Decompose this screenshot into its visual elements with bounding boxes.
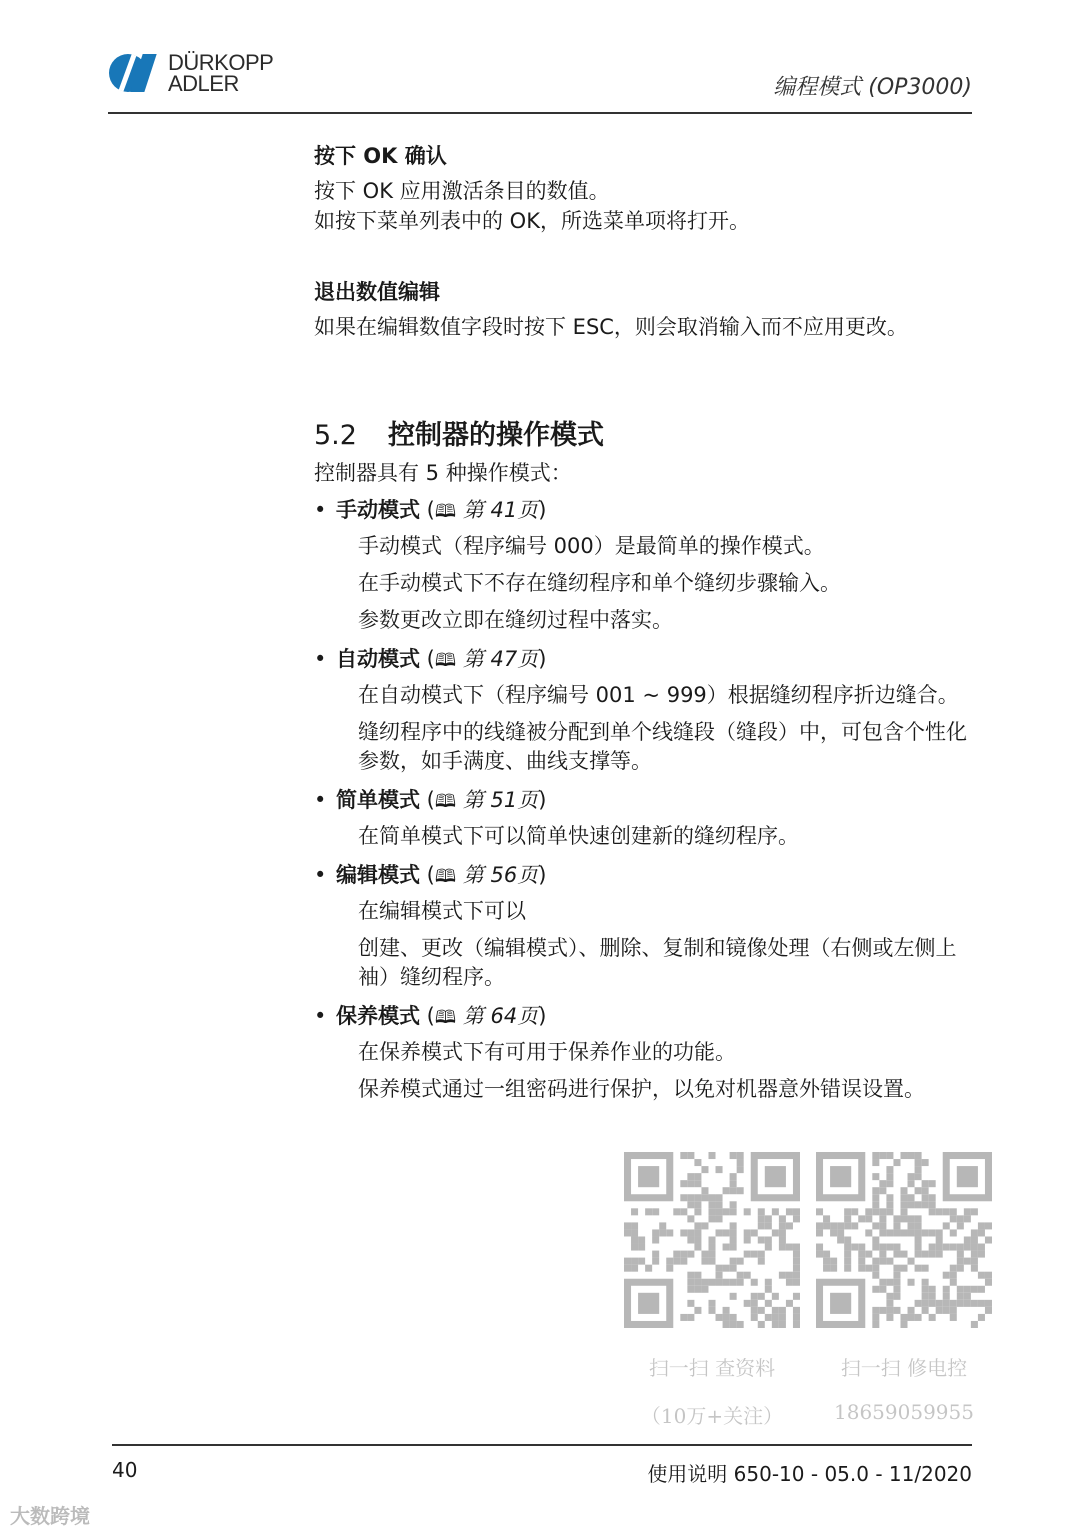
open-book-icon: 🕮 [434, 1007, 457, 1028]
logo-line-2: ADLER [168, 71, 239, 96]
section-title: 控制器的操作模式 [388, 420, 604, 451]
mode-description: 在简单模式下可以简单快速创建新的缝纫程序。 [358, 824, 799, 848]
page-reference[interactable]: 第 47页 [462, 647, 539, 671]
qr-right-caption-2: 18659059955 [834, 1400, 974, 1424]
page-reference[interactable]: 第 41页 [462, 498, 539, 522]
logo-line-1: DÜRKOPP [168, 50, 274, 75]
qr-right-caption-1: 扫一扫 修电控 [840, 1356, 968, 1380]
esc-heading: 退出数值编辑 [314, 280, 440, 304]
header-title: 编程模式 (OP3000) [773, 75, 972, 100]
section-heading [314, 416, 974, 456]
mode-bullet: • 手动模式 (🕮 第 41页) [314, 494, 974, 528]
mode-description: 在自动模式下（程序编号 001 ~ 999）根据缝纫程序折边缝合。 [358, 683, 959, 707]
mode-name: 手动模式 [336, 498, 420, 522]
mode-bullet: • 保养模式 (🕮 第 64页) [314, 1000, 974, 1034]
open-book-icon: 🕮 [434, 501, 457, 522]
esc-text-1: 如果在编辑数值字段时按下 ESC，则会取消输入而不应用更改。 [314, 315, 908, 339]
page-reference[interactable]: 第 56页 [462, 863, 539, 887]
page-number: 40 [112, 1458, 138, 1482]
page-reference[interactable]: 第 51页 [462, 788, 539, 812]
section-intro: 控制器具有 5 种操作模式： [314, 461, 572, 485]
ok-text-2: 如按下菜单列表中的 OK，所选菜单项将打开。 [314, 209, 750, 233]
durkopp-adler-logo-icon [108, 50, 162, 96]
document-id: 使用说明 650-10 - 05.0 - 11/2020 [647, 1462, 972, 1486]
mode-description: 保养模式通过一组密码进行保护，以免对机器意外错误设置。 [358, 1077, 925, 1101]
mode-name: 保养模式 [336, 1004, 420, 1028]
mode-description: 创建、更改（编辑模式）、删除、复制和镜像处理（右侧或左侧上袖）缝纫程序。 [358, 936, 957, 989]
qr-code-right-icon [816, 1152, 992, 1328]
mode-bullet: • 编辑模式 (🕮 第 56页) [314, 859, 974, 893]
qr-left-caption-1: 扫一扫 查资料 [648, 1356, 776, 1380]
mode-name: 简单模式 [336, 788, 420, 812]
mode-name: 自动模式 [336, 647, 420, 671]
qr-code-area [618, 1152, 998, 1442]
company-logo [108, 50, 273, 96]
mode-description: 在保养模式下有可用于保养作业的功能。 [358, 1040, 736, 1064]
mode-description: 参数更改立即在缝纫过程中落实。 [358, 608, 673, 632]
page-reference[interactable]: 第 64页 [462, 1004, 539, 1028]
mode-name: 编辑模式 [336, 863, 420, 887]
mode-bullet: • 简单模式 (🕮 第 51页) [314, 784, 974, 818]
mode-list [314, 494, 974, 1112]
ok-heading: 按下 OK 确认 [314, 144, 447, 168]
mode-description: 在编辑模式下可以 [358, 899, 526, 923]
mode-description: 手动模式（程序编号 000）是最简单的操作模式。 [358, 534, 825, 558]
header-divider [108, 112, 972, 114]
mode-description: 在手动模式下不存在缝纫程序和单个缝纫步骤输入。 [358, 571, 841, 595]
open-book-icon: 🕮 [434, 866, 457, 887]
page-content [314, 140, 974, 1112]
ok-text-1: 按下 OK 应用激活条目的数值。 [314, 179, 610, 203]
qr-left-caption-2: （10万+关注） [640, 1404, 784, 1428]
mode-description: 缝纫程序中的线缝被分配到单个线缝段（缝段）中，可包含个性化参数，如手满度、曲线支撑等。 [358, 720, 967, 773]
open-book-icon: 🕮 [434, 791, 457, 812]
open-book-icon: 🕮 [434, 650, 457, 671]
footer-divider [112, 1444, 972, 1446]
qr-code-left-icon [624, 1152, 800, 1328]
section-number: 5.2 [314, 420, 357, 451]
watermark: 大数跨境 [10, 1504, 90, 1528]
mode-bullet: • 自动模式 (🕮 第 47页) [314, 643, 974, 677]
